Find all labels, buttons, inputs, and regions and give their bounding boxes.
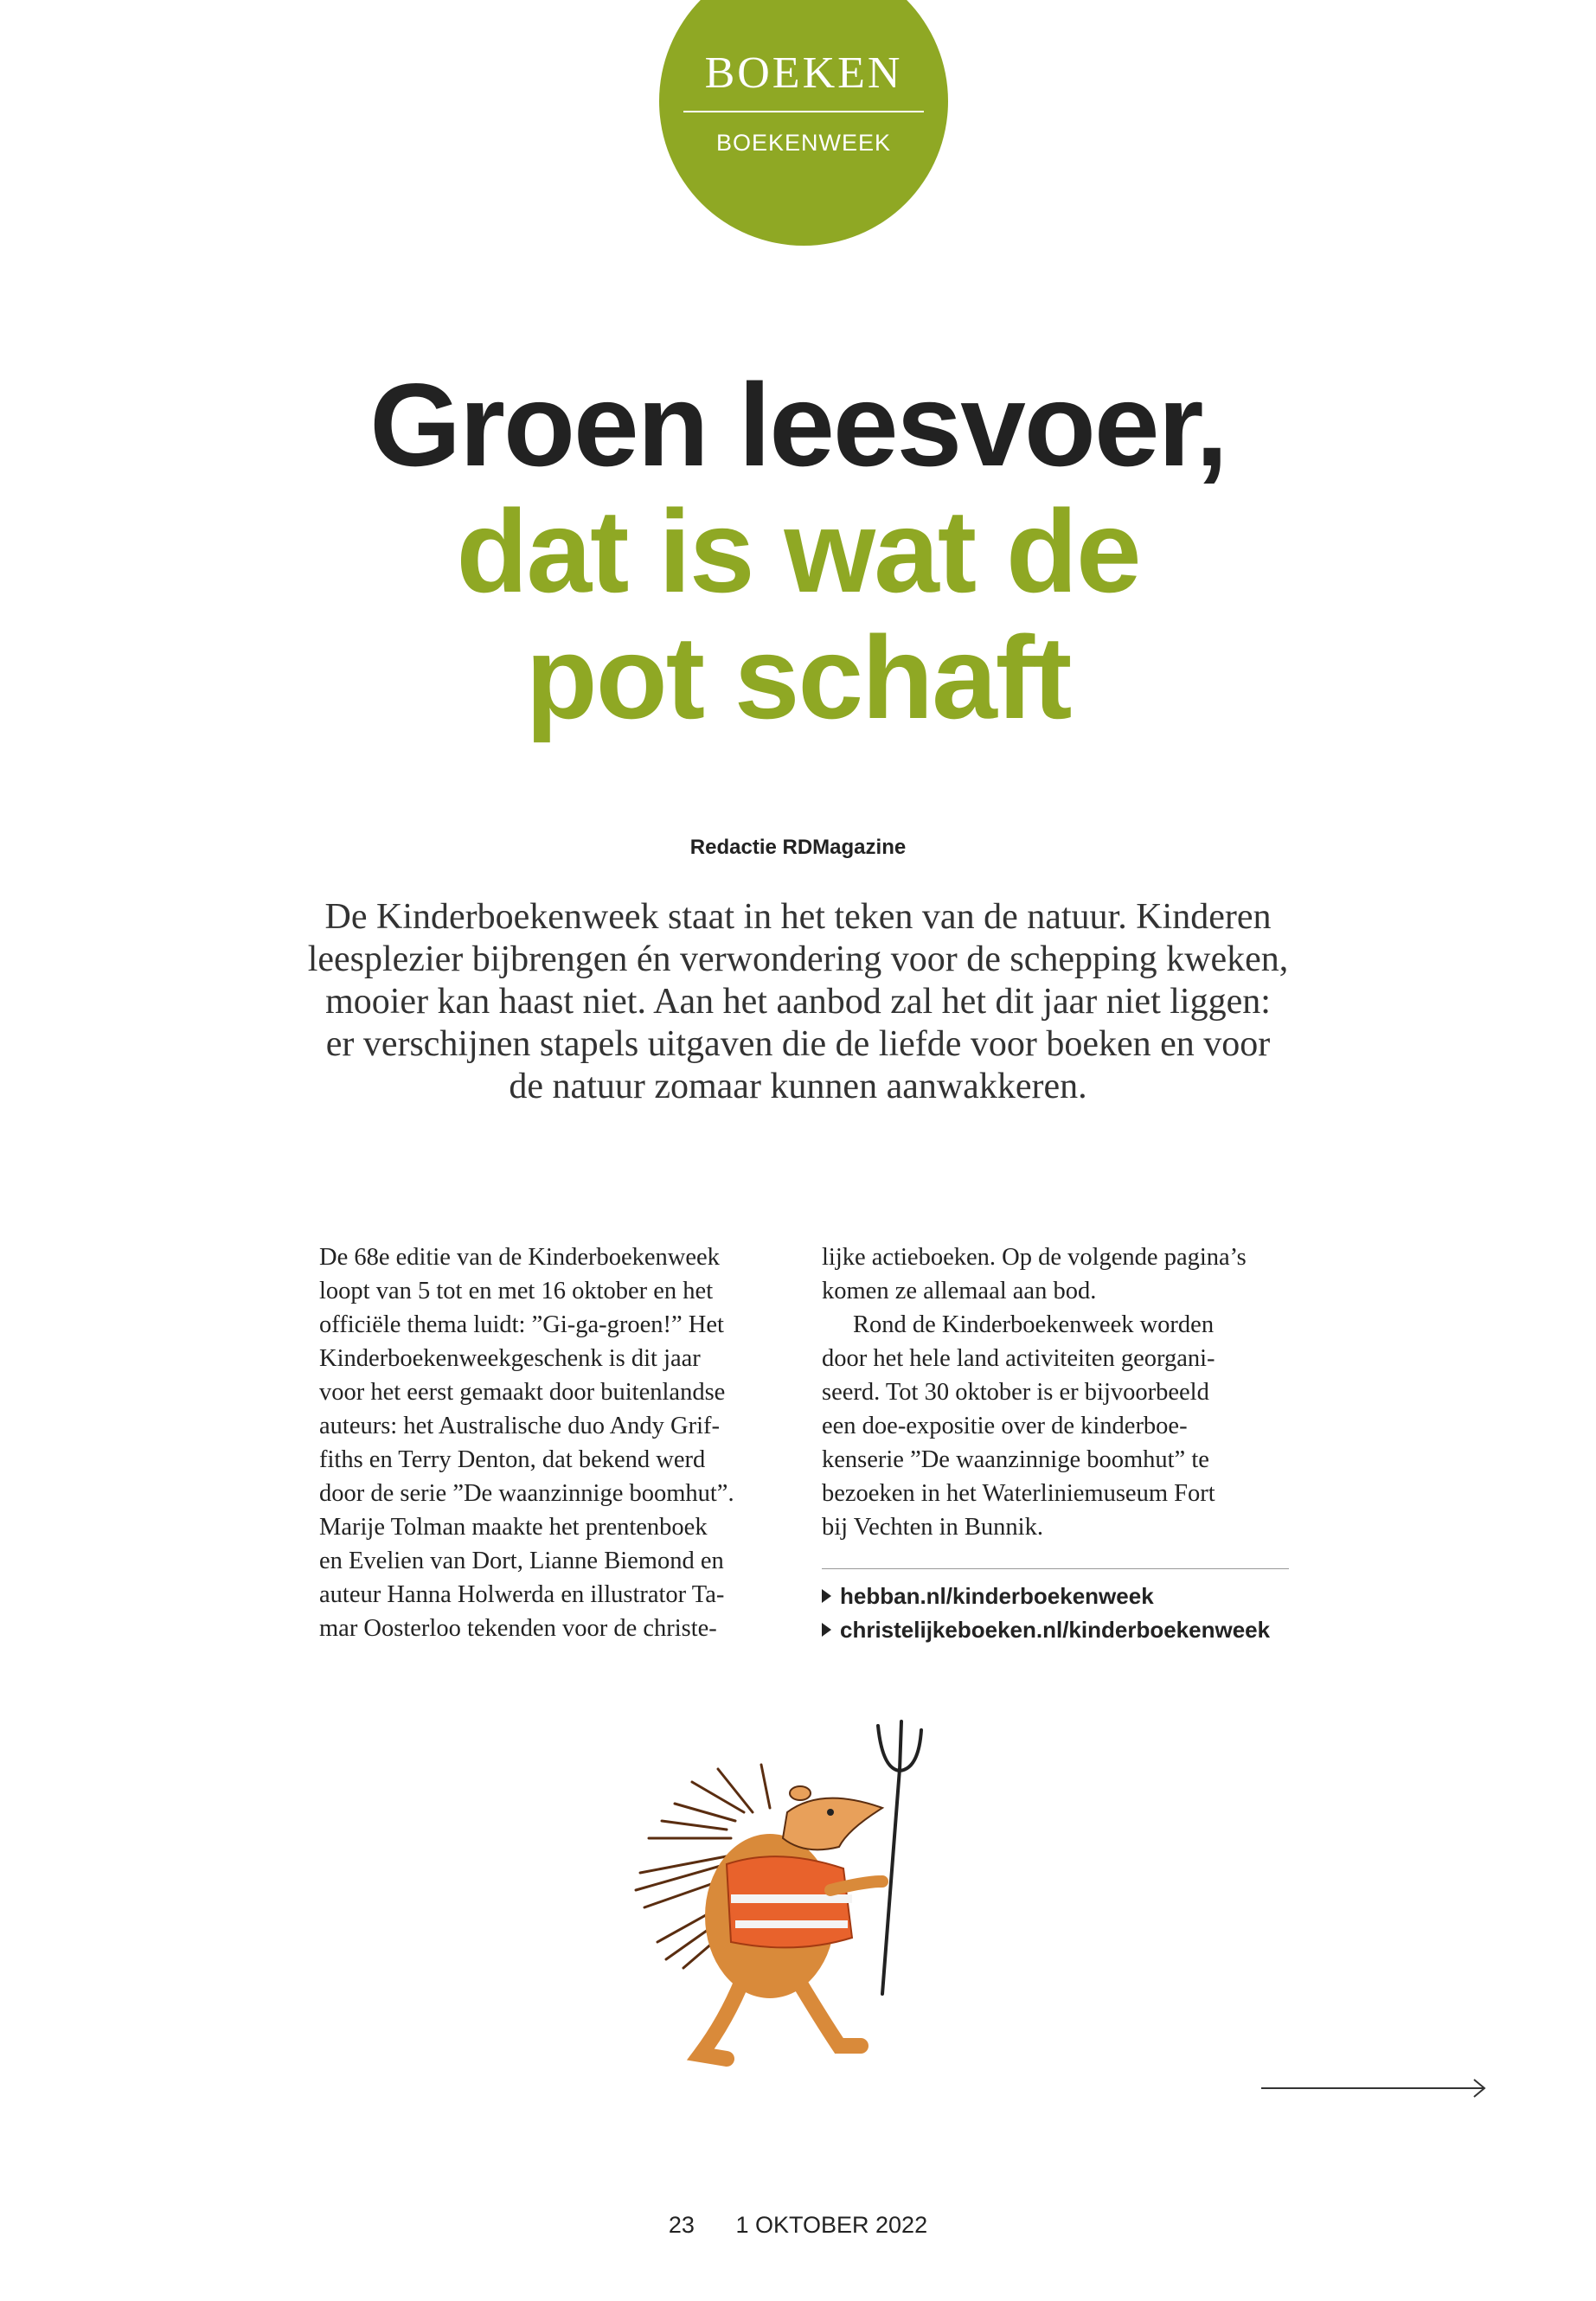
triangle-bullet-icon [822,1623,831,1637]
body-line: bij Vechten in Bunnik. [822,1514,1043,1541]
hedgehog-illustration [623,1717,986,2098]
body-line: auteur Hanna Holwerda en illustrator Ta- [319,1581,725,1608]
hedgehog-eye [827,1809,834,1816]
vest-reflective-stripe [735,1920,848,1928]
hedgehog-head [783,1798,882,1850]
article-headline [173,359,1423,743]
section-title: BOEKEN [704,48,903,98]
headline-line-3: pot schaft [525,612,1071,743]
body-line: voor het eerst gemaakt door buitenlandse [319,1379,726,1406]
links-list [822,1580,1341,1647]
body-line: komen ze allemaal aan bod. [822,1278,1097,1304]
body-line: en Evelien van Dort, Lianne Biemond en [319,1548,724,1574]
section-subtitle: BOEKENWEEK [715,130,892,156]
body-line: officiële thema luidt: ”Gi-ga-groen!” Het [319,1311,724,1338]
next-page-arrow-icon[interactable] [1261,2078,1488,2099]
link-text: christelijkeboeken.nl/kinderboekenweek [840,1617,1271,1643]
body-line: mar Oosterloo tekenden voor de christe- [319,1615,717,1642]
body-line: een doe-expositie over de kinderboe- [822,1413,1188,1439]
body-line: Marije Tolman maakte het prentenboek [319,1514,708,1541]
link-christelijkeboeken[interactable] [822,1613,1341,1647]
body-line: seerd. Tot 30 oktober is er bijvoorbeeld [822,1379,1209,1406]
byline: Redactie RDMagazine [689,836,907,859]
headline-line-2: dat is wat de [456,485,1140,617]
headline-line-1: Groen leesvoer, [369,359,1227,490]
body-column-left [319,1240,791,1645]
link-text: hebban.nl/kinderboekenweek [840,1583,1154,1609]
vest-reflective-stripe [731,1894,852,1903]
body-line: bezoeken in het Waterliniemuseum Fort [822,1480,1215,1507]
hedgehog-leg [701,1977,744,2059]
page-number: 23 [668,2212,695,2238]
body-line: fiths en Terry Denton, dat bekend werd [319,1446,706,1473]
body-line: lijke actieboeken. Op de volgende pagina’s [822,1244,1247,1271]
body-line: auteurs: het Australische duo Andy Grif- [319,1413,721,1439]
body-line: kenserie ”De waanzinnige boomhut” te [822,1446,1209,1473]
hedgehog-ear [790,1786,811,1800]
links-divider [822,1568,1289,1569]
body-line: door het hele land activiteiten georgani- [822,1345,1215,1372]
body-line: Kinderboekenweekgeschenk is dit jaar [319,1345,701,1372]
body-line: De 68e editie van de Kinderboekenweek [319,1244,720,1271]
intro-paragraph: De Kinderboekenweek staat in het teken van de natuur. Kinderen leesplezier bijbrengen én verwondering voor de schepping kweken, mooier kan haast niet. Aan het aanbod zal het dit jaar niet liggen: er verschijnen stapels uitgaven die de liefde voor boeken en voor de natuur zomaar kunnen aanwakkeren. [307,897,1289,1106]
body-line: loopt van 5 tot en met 16 oktober en het [319,1278,714,1304]
hedgehog-leg [796,1977,861,2046]
body-column-right [822,1240,1289,1544]
badge-divider [683,111,924,112]
hedgehog-arm [830,1881,882,1890]
body-line: door de serie ”De waanzinnige boomhut”. [319,1480,734,1507]
issue-date: 1 OKTOBER 2022 [735,2212,928,2238]
link-hebban[interactable] [822,1580,1341,1613]
section-badge [659,0,948,246]
page-footer [0,2212,1596,2239]
body-line: Rond de Kinderboekenweek worden [853,1311,1215,1338]
triangle-bullet-icon [822,1589,831,1603]
